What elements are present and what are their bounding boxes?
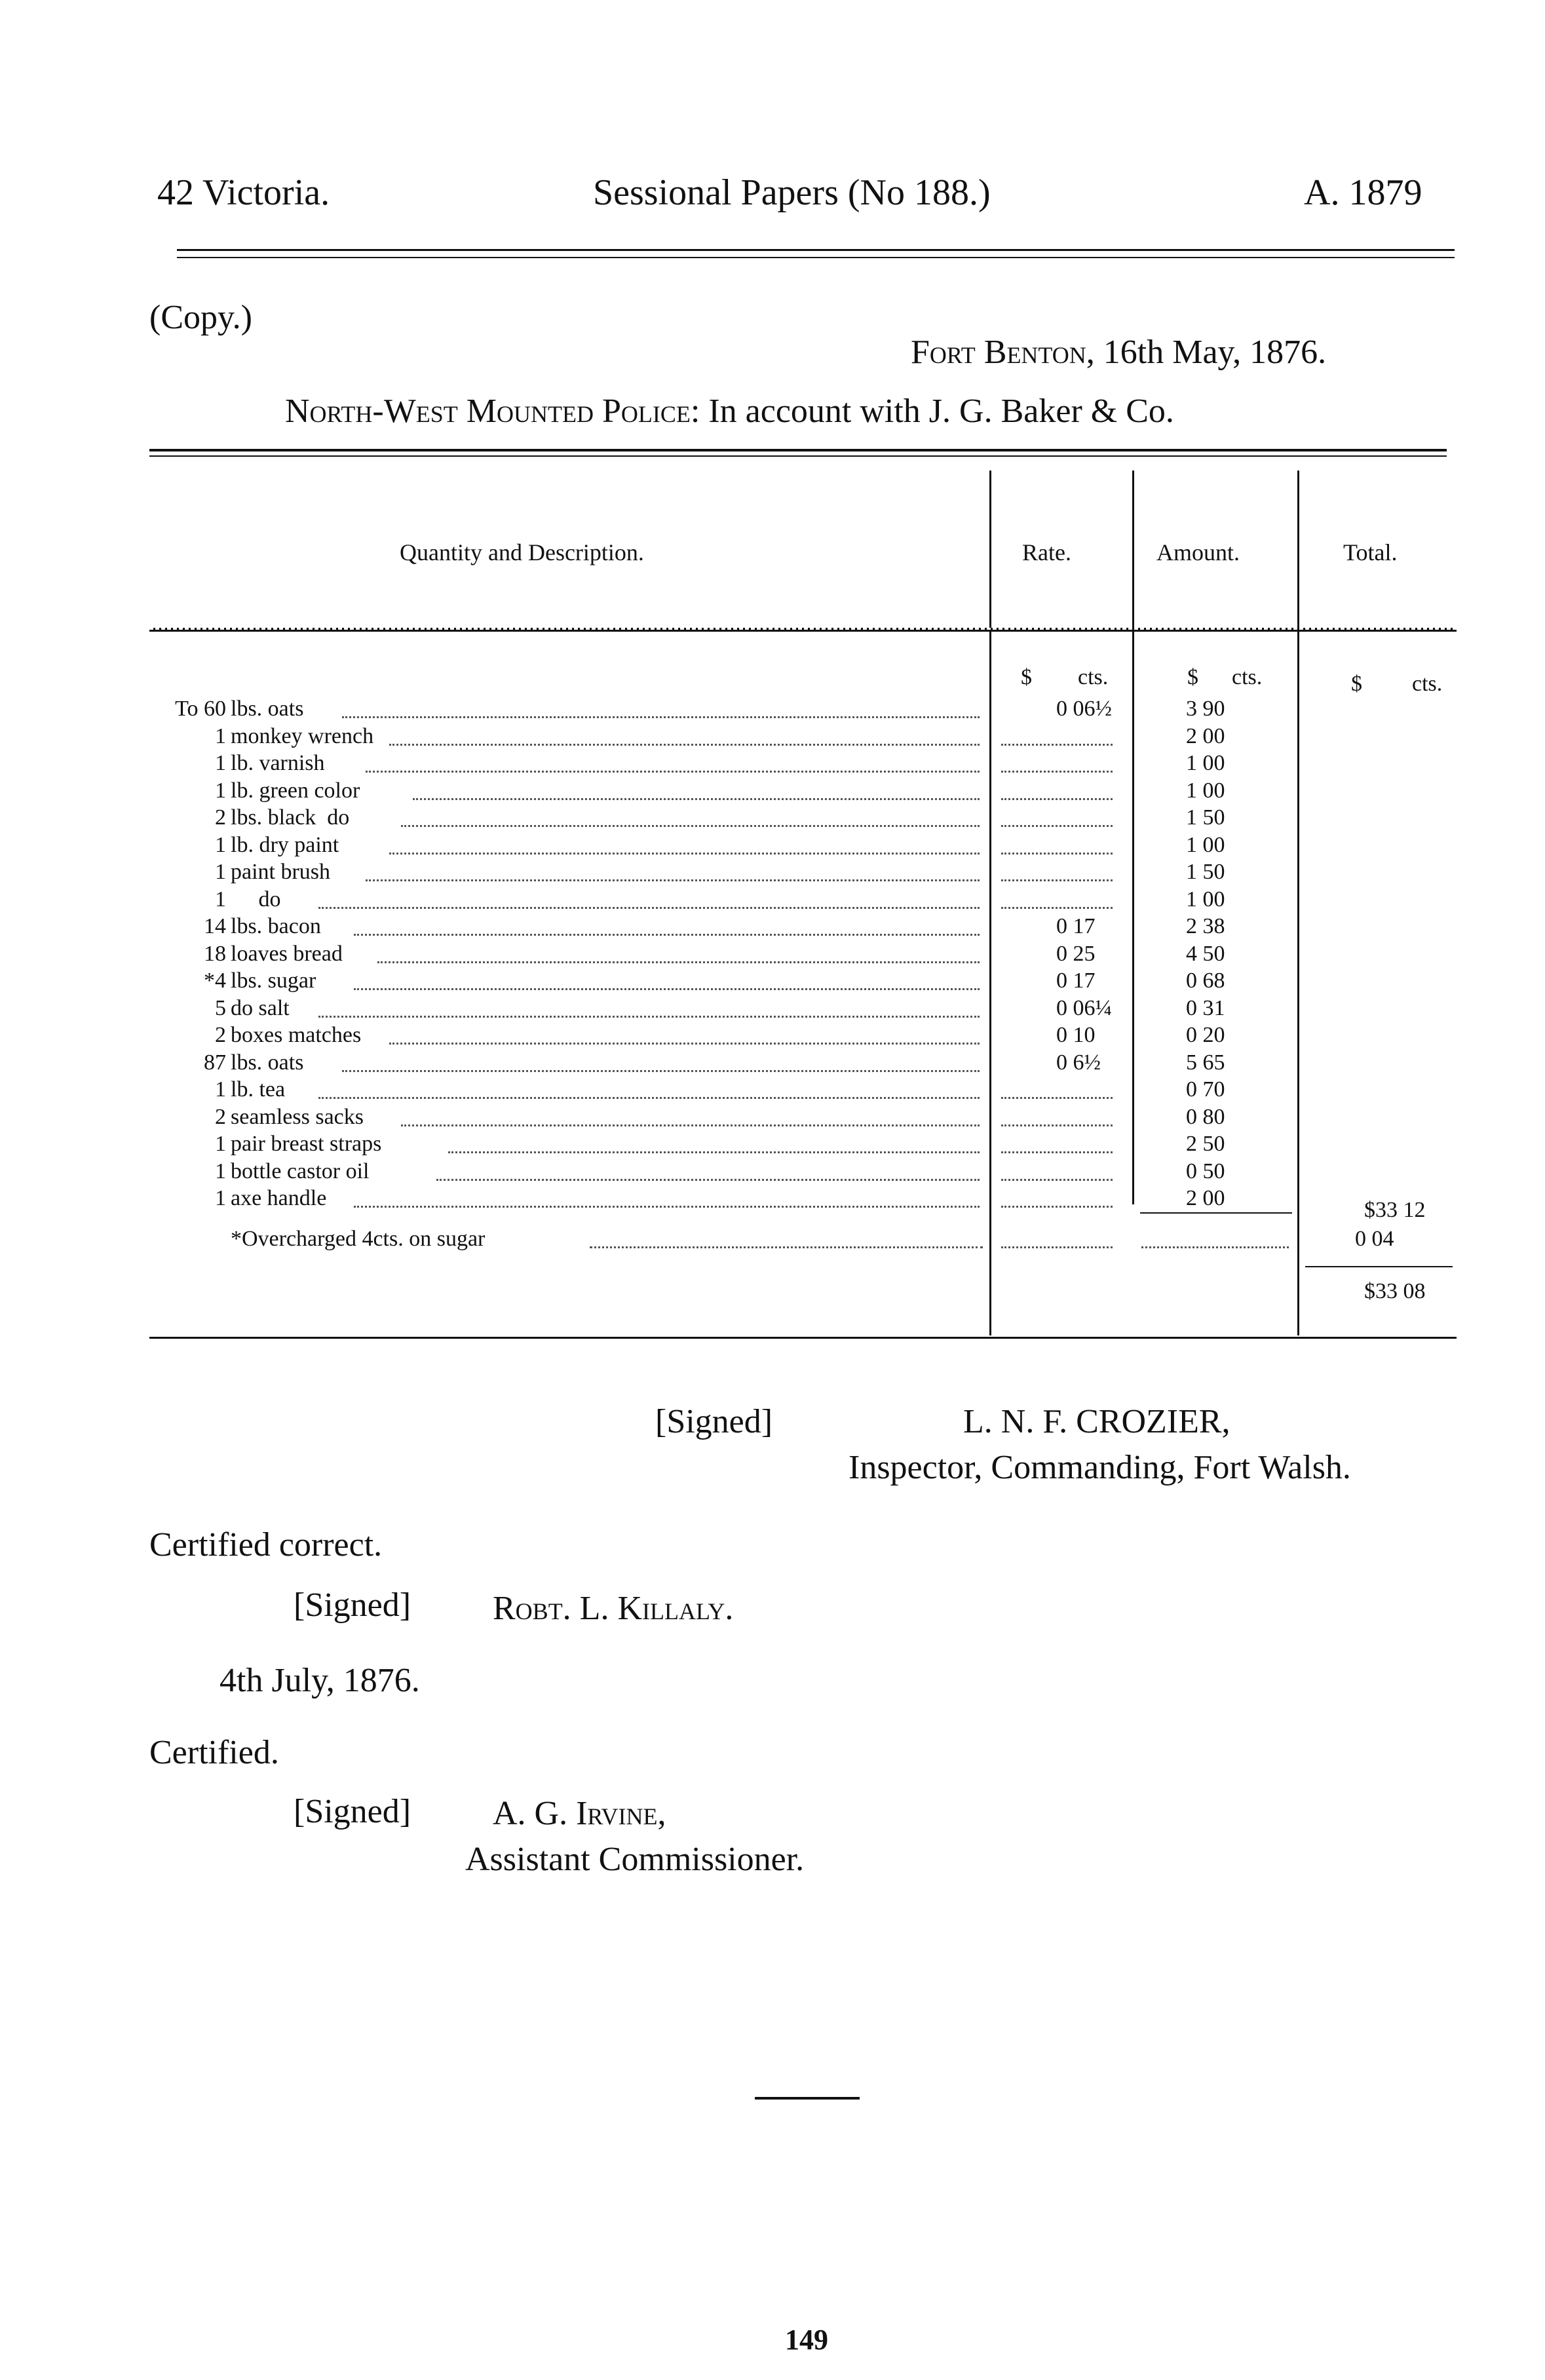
total-sum-rule (1305, 1266, 1453, 1267)
col-header-rate: Rate. (1022, 539, 1071, 566)
row-rate: 0 25 (1056, 942, 1096, 966)
row-leader-dots (342, 1070, 980, 1072)
place-date (911, 333, 1326, 372)
row-amount: 1 50 (1186, 860, 1225, 884)
header-year: A. 1879 (1304, 172, 1422, 213)
header-title: Sessional Papers (No 188.) (593, 172, 991, 213)
col-divider-amount (1132, 470, 1134, 1204)
row-rate-dots (1001, 1124, 1113, 1126)
row-amount: 0 68 (1186, 969, 1225, 993)
row-leader-dots (366, 771, 980, 773)
row-description: lbs. black do (231, 805, 350, 830)
row-leader-dots (448, 1151, 980, 1153)
row-amount: 2 50 (1186, 1132, 1225, 1156)
row-leader-dots (389, 1043, 980, 1045)
row-leader-dots (354, 988, 980, 990)
row-leader-dots (389, 744, 980, 746)
grand-total-value: $33 08 (1364, 1279, 1426, 1303)
row-rate-dots (1001, 1151, 1113, 1153)
row-rate: 0 17 (1056, 914, 1096, 938)
signed-label-2: [Signed] (294, 1586, 411, 1624)
row-description: seamless sacks (231, 1105, 364, 1129)
row-quantity: 1 (215, 778, 226, 803)
row-description: monkey wrench (231, 724, 374, 748)
signer-name-3: A. G. Irvine, (493, 1795, 666, 1832)
row-quantity: 2 (215, 805, 226, 830)
header-rule-top (177, 249, 1455, 251)
account-party: North-West Mounted Police (285, 393, 691, 430)
signed-label-3: [Signed] (294, 1793, 411, 1830)
signed-label-1: [Signed] (655, 1403, 773, 1440)
row-quantity: 1 (215, 833, 226, 857)
row-quantity: 5 (215, 996, 226, 1020)
col-header-description: Quantity and Description. (400, 539, 644, 566)
row-amount: 0 80 (1186, 1105, 1225, 1129)
row-amount: 1 50 (1186, 805, 1225, 830)
account-line (285, 392, 1174, 431)
signer-name-2: Robt. L. Killaly. (493, 1590, 734, 1627)
row-quantity: 1 (215, 887, 226, 912)
rate-cts-unit: cts. (1078, 665, 1109, 689)
row-rate-dots (1001, 798, 1113, 800)
certified-correct-label: Certified correct. (149, 1526, 383, 1564)
signer-title-1: Inspector, Commanding, Fort Walsh. (849, 1449, 1351, 1486)
col-header-amount: Amount. (1156, 539, 1240, 566)
row-quantity: 87 (204, 1050, 226, 1075)
page-number: 149 (785, 2324, 828, 2356)
row-quantity: 1 (215, 860, 226, 884)
row-leader-dots (354, 1206, 980, 1208)
col-divider-rate (989, 470, 991, 1335)
row-description: lb. green color (231, 778, 360, 803)
row-leader-dots (401, 825, 980, 827)
account-rest: : In account with J. G. Baker & Co. (690, 393, 1174, 430)
row-quantity: 1 (215, 1132, 226, 1156)
col-divider-total (1297, 470, 1299, 1335)
row-quantity: 1 (215, 1077, 226, 1102)
row-leader-dots (413, 798, 980, 800)
row-rate: 0 6½ (1056, 1050, 1101, 1075)
row-description: paint brush (231, 860, 331, 884)
row-amount: 5 65 (1186, 1050, 1225, 1075)
row-rate: 0 17 (1056, 969, 1096, 993)
row-leader-dots (354, 934, 980, 936)
row-rate: 0 06¼ (1056, 996, 1112, 1020)
row-leader-dots (401, 1124, 980, 1126)
row-description: lb. varnish (231, 751, 325, 775)
row-amount: 2 00 (1186, 724, 1225, 748)
row-quantity: *4 (204, 969, 226, 993)
row-amount: 2 00 (1186, 1186, 1225, 1210)
row-description: loaves bread (231, 942, 343, 966)
table-top-rule-2 (149, 455, 1447, 457)
row-quantity: 1 (215, 751, 226, 775)
amount-dollar-unit: $ (1187, 665, 1198, 689)
row-leader-dots (389, 853, 980, 854)
subtotal-value: $33 12 (1364, 1198, 1426, 1222)
row-rate-dots (1001, 771, 1113, 773)
row-quantity: 2 (215, 1023, 226, 1047)
header-volume: 42 Victoria. (157, 172, 330, 213)
amount-sum-rule (1140, 1212, 1292, 1214)
total-cts-unit: cts. (1412, 672, 1443, 696)
place-name: Fort Benton, (911, 334, 1095, 371)
row-description: lb. tea (231, 1077, 286, 1102)
row-amount: 2 38 (1186, 914, 1225, 938)
row-leader-dots (342, 716, 980, 718)
row-amount: 0 50 (1186, 1159, 1225, 1183)
row-amount: 1 00 (1186, 751, 1225, 775)
signer-title-3: Assistant Commissioner. (465, 1841, 805, 1878)
row-rate-dots (1001, 1206, 1113, 1208)
table-top-rule (149, 449, 1447, 451)
overcharge-value: 0 04 (1355, 1227, 1394, 1251)
row-quantity: 14 (204, 914, 226, 938)
row-rate-dots (1001, 1097, 1113, 1099)
row-rate-dots (1001, 853, 1113, 854)
row-description: lbs. sugar (231, 969, 316, 993)
row-rate-dots (1001, 1179, 1113, 1181)
closing-rule (755, 2097, 860, 2100)
row-rate-dots (1001, 879, 1113, 881)
row-amount: 1 00 (1186, 887, 1225, 912)
overcharge-leader (590, 1246, 983, 1248)
certified-label: Certified. (149, 1734, 279, 1771)
row-amount: 0 31 (1186, 996, 1225, 1020)
row-amount: 1 00 (1186, 833, 1225, 857)
row-description: do salt (231, 996, 290, 1020)
row-quantity: 1 (215, 1186, 226, 1210)
row-rate-dots (1001, 907, 1113, 909)
overcharge-rate-dots (1001, 1246, 1113, 1248)
header-rule-bottom (177, 257, 1455, 258)
row-description: lbs. oats (231, 1050, 304, 1075)
row-leader-dots (436, 1179, 980, 1181)
total-dollar-unit: $ (1351, 672, 1362, 696)
signer-name-1: L. N. F. CROZIER, (963, 1403, 1230, 1440)
row-leader-dots (377, 961, 980, 963)
overcharge-amount-dots (1141, 1246, 1289, 1248)
row-leader-dots (366, 879, 980, 881)
row-rate-dots (1001, 825, 1113, 827)
row-rate-dots (1001, 744, 1113, 746)
row-quantity: 18 (204, 942, 226, 966)
row-rate: 0 10 (1056, 1023, 1096, 1047)
row-quantity: To 60 (175, 697, 226, 721)
row-description: lbs. oats (231, 697, 304, 721)
col-header-total: Total. (1343, 539, 1398, 566)
row-amount: 3 90 (1186, 697, 1225, 721)
certification-date: 4th July, 1876. (219, 1662, 420, 1699)
row-description: lb. dry paint (231, 833, 339, 857)
copy-note: (Copy.) (149, 299, 252, 336)
row-leader-dots (318, 1016, 980, 1018)
row-description: axe handle (231, 1186, 327, 1210)
row-quantity: 2 (215, 1105, 226, 1129)
row-description: boxes matches (231, 1023, 362, 1047)
row-amount: 4 50 (1186, 942, 1225, 966)
row-description: pair breast straps (231, 1132, 382, 1156)
row-rate: 0 06½ (1056, 697, 1112, 721)
header-separator (149, 628, 1457, 632)
row-amount: 1 00 (1186, 778, 1225, 803)
letter-date: 16th May, 1876. (1103, 334, 1327, 371)
table-bottom-rule (149, 1337, 1457, 1339)
row-amount: 0 20 (1186, 1023, 1225, 1047)
amount-cts-unit: cts. (1232, 665, 1263, 689)
rate-dollar-unit: $ (1021, 665, 1032, 689)
row-amount: 0 70 (1186, 1077, 1225, 1102)
row-quantity: 1 (215, 724, 226, 748)
row-leader-dots (318, 907, 980, 909)
overcharge-label: *Overcharged 4cts. on sugar (231, 1227, 486, 1251)
row-quantity: 1 (215, 1159, 226, 1183)
row-description: bottle castor oil (231, 1159, 370, 1183)
row-leader-dots (318, 1097, 980, 1099)
row-description: do (231, 887, 281, 912)
row-description: lbs. bacon (231, 914, 321, 938)
